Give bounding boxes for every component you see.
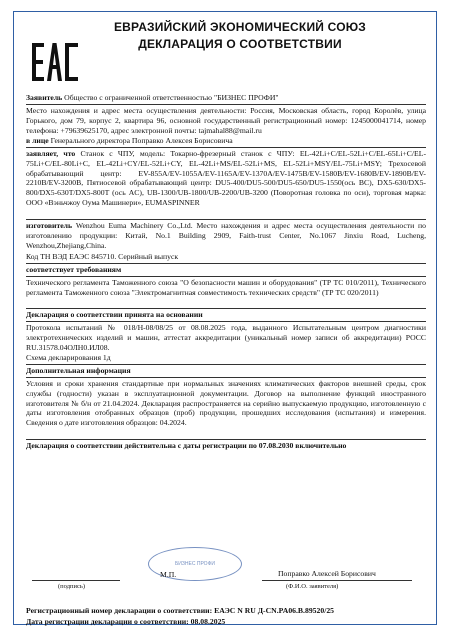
union-title: ЕВРАЗИЙСКИЙ ЭКОНОМИЧЕСКИЙ СОЮЗ <box>113 20 367 34</box>
divider <box>26 377 426 378</box>
signature-line <box>32 580 120 581</box>
product-description: Станок с ЧПУ, модель: Токарно-фрезерный станок с ЧПУ: EL-42Li+C/EL-52Li+C/EL-65Li+C/EL-75Li+C/EL-80Li+C, EL-42Li+CY/EL-52Li+CY, EL-42Li+MS/EL-52Li+MS, EL-52Li+MSY/EL-75Li+MSY; Трехосевой обрабатывающий центр: EV-855A/EV-1055A/EV-1165A/EV-1370A/EV-1475B/EV-1580B/EV-1680B/EV-1890B/EV-2210B/EV-3200B, Пятиосевой обрабатывающий центр: DU5-400/DU5-500/DU5-650/DU5-1550(ось ВС), DX5-630/DX5-800/DX5-630T/DX5-800T (ось AC), UB-1300/UB-1800/UB-2200/UB-3200 (Поворотная головка по оси), торговая марка: ООО «Вэньчжоу Оума Машинери», EUMASPINNER <box>26 149 427 207</box>
applicant-line <box>26 93 426 103</box>
manufacturer-text: Wenzhou Euma Machinery Co.,Ltd. Место нахождения и адрес места осуществления деятельности по изготовлению продукции: Китай, No.1 Building 2909, Faith-trust Center, No.1067 Jinxiu Road, Lucheng, Wenzhou,Zhejiang,China. <box>26 221 427 250</box>
signature-caption: (подпись) <box>58 583 85 590</box>
registration-number-label: Регистрационный номер декларации о соответствии: <box>26 606 213 615</box>
divider <box>26 308 426 309</box>
additional-text: Условия и сроки хранения стандартные при нормальных значениях климатических факторов внешней среды, срок службы (годности) указан в эксплуатационной документации. Договор на выполнение функций иностранного изготовителя № б/н от 21.04.2024. Декларация распространяется на серийно выпускаемую продукцию, изготовленную с даты изготовления отобранных образцов (проб) продукции, прошедших исследования (испытания) и измерения. Сведения о дате изготовления образцов: 04.2024. <box>26 379 426 428</box>
seal-place-label: М.П. <box>160 570 177 579</box>
divider <box>26 364 426 365</box>
representative-name: Генерального директора Поправко Алексея Борисовича <box>50 136 233 145</box>
representative-line <box>26 136 426 146</box>
registration-date-line <box>26 617 426 627</box>
name-line <box>262 580 412 581</box>
manufacturer-label: изготовитель <box>26 221 73 230</box>
scheme-text: Схема декларирования 1д <box>26 353 111 362</box>
stamp-text: БИЗНЕС ПРОФИ <box>175 561 215 567</box>
declares-label: заявляет, что <box>26 149 76 158</box>
validity-text: Декларация о соответствии действительна с даты регистрации по 07.08.2030 включительно <box>26 441 347 450</box>
registration-number: ЕАЭС N RU Д-CN.PA06.B.89520/25 <box>214 606 335 615</box>
divider <box>26 321 426 322</box>
divider <box>26 276 426 277</box>
representative-label: в лице <box>26 136 49 145</box>
signer-name: Поправко Алексей Борисович <box>278 569 376 578</box>
manufacturer-block <box>26 221 426 250</box>
divider <box>26 147 426 148</box>
registration-date-label: Дата регистрации декларации о соответствии: <box>26 617 189 626</box>
document-title: ДЕКЛАРАЦИЯ О СООТВЕТСТВИИ <box>138 37 342 51</box>
divider <box>26 263 426 264</box>
applicant-name: Общество с ограниченной ответственностью "БИЗНЕС ПРОФИ" <box>64 93 279 102</box>
requirements-text: Технического регламента Таможенного союза "О безопасности машин и оборудования" (ТР ТС 010/2011), Технического регламента Таможенного союза "Электромагнитная совместимость технических средств" (ТР ТС 020/2011) <box>26 278 426 297</box>
declares-block <box>26 149 426 208</box>
registration-date: 08.08.2025 <box>190 617 226 626</box>
applicant-label: Заявитель <box>26 93 63 102</box>
divider <box>26 219 426 220</box>
registration-number-line <box>26 606 426 616</box>
name-caption: (Ф.И.О. заявителя) <box>286 583 339 590</box>
basis-label: Декларация о соответствии принята на основании <box>26 310 203 319</box>
divider <box>26 104 426 105</box>
applicant-address: Место нахождения и адрес места осуществления деятельности: Россия, Московская область, город Королёв, улица Горького, дом 79, корпус 2, квартира 96, основной государственный регистрационный номер: 1245000041714, номер телефона: +79639625170, адрес электронной почты: tajmahal88@mail.ru <box>26 106 426 135</box>
hs-code: Код ТН ВЭД ЕАЭС 845710. Серийный выпуск <box>26 252 179 261</box>
requirements-label: соответствует требованиям <box>26 265 122 274</box>
eac-logo-icon <box>32 43 78 81</box>
basis-text: Протокола испытаний № 018/Н-08/08/25 от 08.08.2025 года, выданного Испытательным центром диагностики электротехнических изделий и машин, аттестат аккредитации (уникальный номер записи об аккредитации) РОСС RU.31578.04ОЛН0.ИЛ08. <box>26 323 426 352</box>
divider <box>26 439 426 440</box>
additional-label: Дополнительная информация <box>26 366 131 375</box>
